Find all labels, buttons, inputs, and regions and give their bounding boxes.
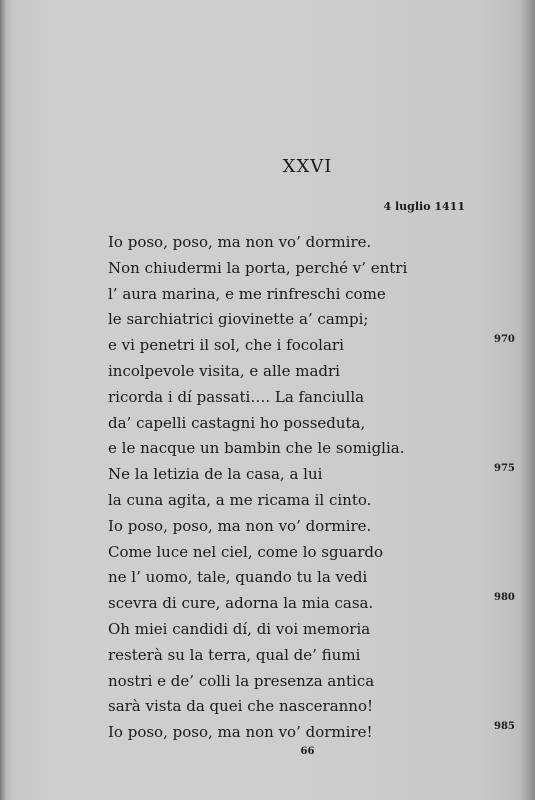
verse-text: l’ aura marina, e me rinfreschi come <box>108 284 386 303</box>
verse-text: incolpevole visita, e alle madri <box>108 361 340 380</box>
verse-text: nostri e de’ colli la presenza antica <box>108 671 375 690</box>
verse-line <box>108 591 528 617</box>
line-number: 975 <box>494 463 515 475</box>
verse-text: da’ capelli castagni ho posseduta, <box>108 413 366 432</box>
verse-line <box>108 643 528 669</box>
verse-text: ricorda i dí passati…. La fanciulla <box>108 387 365 406</box>
verse-text: scevra di cure, adorna la mia casa. <box>108 594 374 613</box>
verse-line <box>108 436 528 462</box>
verse-line <box>108 720 528 746</box>
verse-text: Io poso, poso, ma non vo’ dormire! <box>108 723 373 742</box>
verse-line <box>108 514 528 540</box>
verse-line <box>108 411 528 437</box>
verse-text: Io poso, poso, ma non vo’ dormire. <box>108 516 372 535</box>
verse-line <box>108 307 528 333</box>
verse-line <box>108 540 528 566</box>
verse-text: Come luce nel ciel, come lo sguardo <box>108 542 383 561</box>
verse-line <box>108 333 528 359</box>
verse-line <box>108 385 528 411</box>
line-number: 980 <box>494 592 515 604</box>
verse-text: ne l’ uomo, tale, quando tu la vedi <box>108 568 368 587</box>
verse-line <box>108 565 528 591</box>
poem-date: 4 luglio 1411 <box>383 200 465 213</box>
verse-line <box>108 282 528 308</box>
verse-text: Non chiudermi la porta, perché v’ entri <box>108 258 408 277</box>
verse-line <box>108 488 528 514</box>
verse-text: le sarchiatrici giovinette a’ campi; <box>108 310 369 329</box>
verse-text: Ne la letizia de la casa, a lui <box>108 465 323 484</box>
verse-line <box>108 462 528 488</box>
verse-text: e vi penetri il sol, che i focolari <box>108 336 344 355</box>
verse-line <box>108 694 528 720</box>
page-number: 66 <box>300 746 315 757</box>
verse-text: Oh miei candidi dí, di voi memoria <box>108 619 371 638</box>
verse-text: sarà vista da quei che nasceranno! <box>108 697 374 716</box>
poem-verses <box>108 230 528 746</box>
verse-text: la cuna agita, a me ricama il cinto. <box>108 490 372 509</box>
verse-text: resterà su la terra, qual de’ fiumi <box>108 645 361 664</box>
verse-line <box>108 669 528 695</box>
verse-line <box>108 617 528 643</box>
verse-line <box>108 256 528 282</box>
verse-text: Io poso, poso, ma non vo’ dormire. <box>108 233 372 251</box>
line-number: 985 <box>494 721 515 733</box>
verse-line <box>108 359 528 385</box>
verse-line <box>108 230 528 256</box>
verse-text: e le nacque un bambin che le somiglia. <box>108 439 405 458</box>
line-number: 970 <box>494 334 515 346</box>
poem-number-heading: XXVI <box>282 156 333 177</box>
